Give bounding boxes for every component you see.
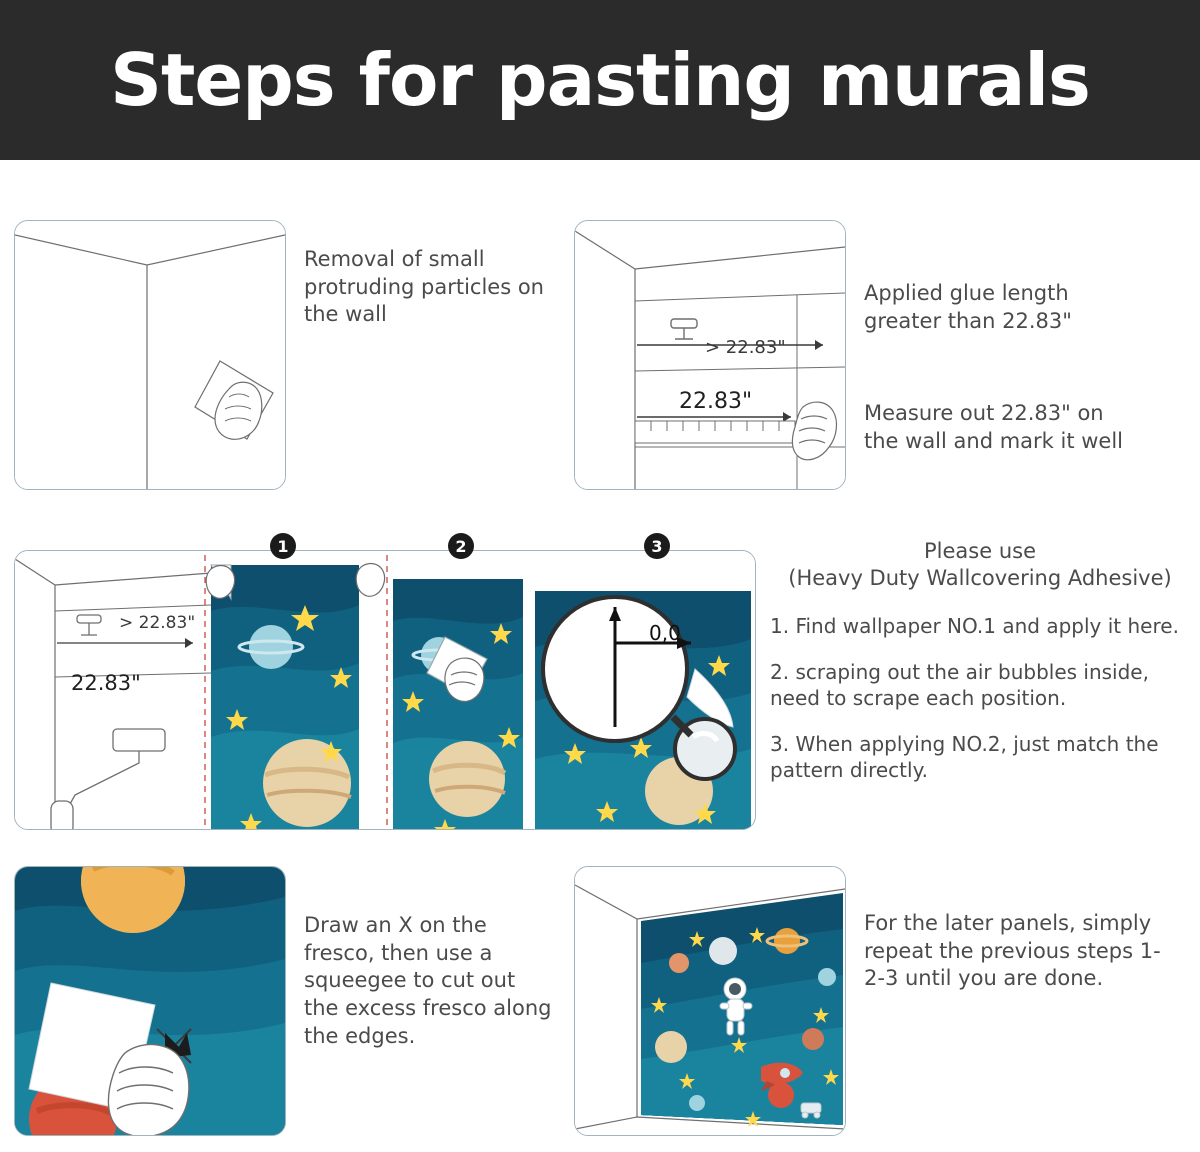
adhesive-note-line-2: (Heavy Duty Wallcovering Adhesive) <box>788 566 1172 591</box>
step-2-measure-label: 22.83" <box>679 389 753 414</box>
instruction-item-2: 2. scraping out the air bubbles inside, need to scrape each position. <box>770 659 1149 710</box>
step-2-caption-glue: Applied glue length greater than 22.83" <box>864 281 1072 333</box>
step-badge-3: 3 <box>644 533 670 559</box>
page-title: Steps for pasting murals <box>110 38 1090 122</box>
page-header <box>0 0 1200 160</box>
step-5-caption: For the later panels, simply repeat the previous steps 1-2-3 until you are done. <box>864 911 1161 991</box>
instruction-item-1: 1. Find wallpaper NO.1 and apply it here. <box>770 613 1179 638</box>
cut-excess-fresco-drawing <box>15 867 285 1135</box>
step-badge-1: 1 <box>270 533 296 559</box>
step-4-caption: Draw an X on the fresco, then use a squeegee to cut out the excess fresco along the edges. <box>304 913 552 1048</box>
step-3-instructions <box>770 538 1190 783</box>
instruction-item-3: 3. When applying NO.2, just match the pattern directly. <box>770 731 1159 782</box>
adhesive-note-line-1: Please use <box>924 539 1036 563</box>
step-2-greater-than-label: > 22.83" <box>705 337 786 358</box>
step-4-illustration <box>14 866 286 1136</box>
step-3-illustration-strip <box>14 550 756 830</box>
finished-room-mural-drawing <box>575 867 845 1135</box>
wall-corner-with-scraper-drawing <box>15 221 285 489</box>
step-badge-2: 2 <box>448 533 474 559</box>
origin-coordinate-label: 0,0 <box>649 621 681 645</box>
step-1-caption: Removal of small protruding particles on the wall <box>304 247 544 327</box>
step-1-illustration <box>14 220 286 490</box>
step-2-illustration <box>574 220 846 490</box>
step-2-caption-measure: Measure out 22.83" on the wall and mark it well <box>864 401 1124 453</box>
step-3-measure-label: 22.83" <box>71 671 141 695</box>
step-3-greater-than-label: > 22.83" <box>119 613 196 633</box>
step-5-illustration <box>574 866 846 1136</box>
